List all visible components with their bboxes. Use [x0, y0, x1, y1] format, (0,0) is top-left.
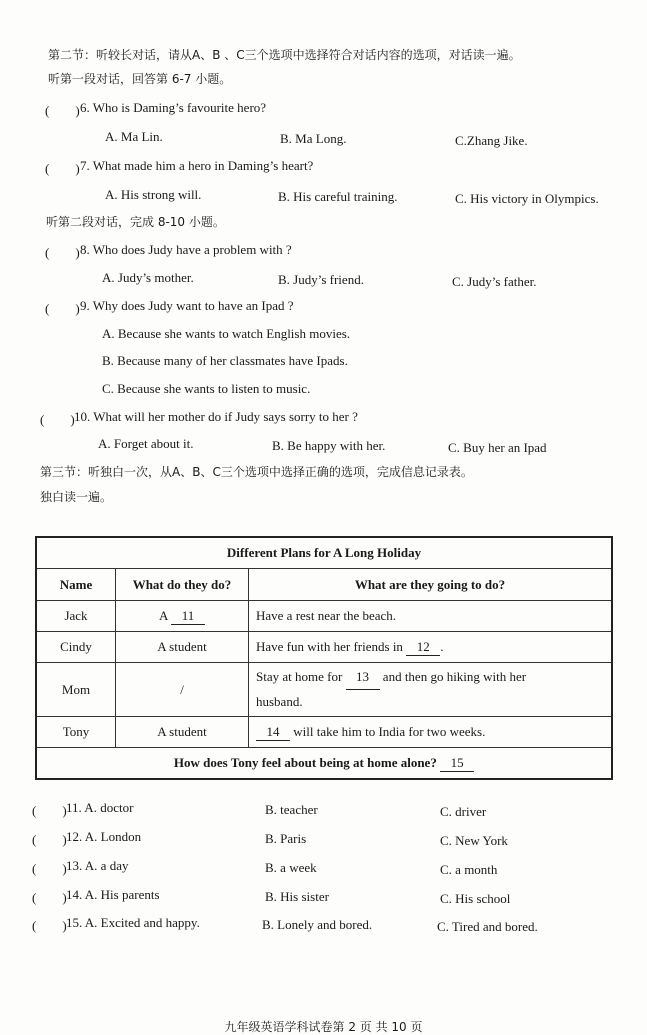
- question-stem: 15. A. Excited and happy.: [66, 915, 200, 930]
- name-cell: Cindy: [36, 632, 116, 663]
- occupation-cell: [116, 601, 249, 632]
- question-stem: 6. Who is Daming’s favourite hero?: [80, 100, 267, 115]
- option-a: A. His strong will.: [105, 187, 202, 202]
- plan-cell: [249, 632, 613, 663]
- plan-cell: [249, 601, 613, 632]
- dialogue1-intro: 听第一段对话，回答第 6-7 小题。: [48, 72, 232, 86]
- header-do: What do they do?: [116, 569, 249, 601]
- footer-question-text: How does Tony feel about being at home alone?: [173, 754, 437, 770]
- option-a: A. Forget about it.: [98, 436, 194, 451]
- answer-bracket[interactable]: ( ): [45, 103, 80, 118]
- dialogue2-intro: 听第二段对话，完成 8-10 小题。: [46, 215, 225, 229]
- option-c: C. Because she wants to listen to music.: [102, 381, 311, 396]
- answer-bracket[interactable]: ( ): [32, 890, 67, 905]
- plan-cell: [249, 717, 613, 748]
- option-b: B. teacher: [265, 802, 318, 817]
- occupation-cell: /: [116, 663, 249, 717]
- option-b: B. Ma Long.: [280, 131, 347, 146]
- name-cell: Tony: [36, 717, 116, 748]
- blank-13[interactable]: 13: [346, 665, 380, 690]
- answer-bracket[interactable]: ( ): [32, 803, 67, 818]
- option-b: B. His careful training.: [278, 189, 398, 204]
- answer-bracket[interactable]: ( ): [45, 245, 80, 260]
- option-b: B. Lonely and bored.: [262, 917, 373, 932]
- option-c: C. Buy her an Ipad: [448, 440, 547, 455]
- section2-instruction: 第二节：听较长对话，请从A、B 、C三个选项中选择符合对话内容的选项，对话读一遍。: [48, 48, 521, 62]
- question-stem: 9. Why does Judy want to have an Ipad ?: [80, 298, 294, 313]
- blank-12[interactable]: 12: [406, 639, 440, 656]
- plan-text: Stay at home for: [256, 669, 343, 684]
- header-plan: What are they going to do?: [249, 569, 613, 601]
- table-row: [36, 632, 612, 663]
- answer-bracket[interactable]: ( ): [32, 861, 67, 876]
- occupation-text: A: [159, 607, 168, 623]
- plans-table: [35, 536, 613, 780]
- option-a: A. Ma Lin.: [105, 129, 163, 144]
- question-stem: 11. A. doctor: [66, 800, 134, 815]
- name-cell: Mom: [36, 663, 116, 717]
- question-stem: 10. What will her mother do if Judy says sorry to her ?: [74, 409, 358, 424]
- section3-instruction: 第三节：听独白一次，从A、B、C三个选项中选择正确的选项，完成信息记录表。: [40, 465, 473, 479]
- question-stem: 7. What made him a hero in Daming’s heart?: [80, 158, 314, 173]
- option-b: B. His sister: [265, 889, 329, 904]
- section3-note: 独白读一遍。: [40, 490, 113, 504]
- question-stem: 8. Who does Judy have a problem with ?: [80, 242, 292, 257]
- option-c: C. His school: [440, 891, 511, 906]
- option-a: A. Because she wants to watch English movies.: [102, 326, 351, 341]
- option-b: B. Paris: [265, 831, 307, 846]
- plan-text-end: .: [440, 638, 444, 654]
- option-b: B. a week: [265, 860, 317, 875]
- occupation-cell: A student: [116, 632, 249, 663]
- blank-11[interactable]: 11: [171, 608, 205, 625]
- option-c: C. a month: [440, 862, 498, 877]
- option-b: B. Judy’s friend.: [278, 272, 364, 287]
- table-row: [36, 717, 612, 748]
- plan-text: Have fun with her friends in: [256, 638, 403, 654]
- name-cell: Jack: [36, 601, 116, 632]
- option-b: B. Because many of her classmates have Ipads.: [102, 353, 348, 368]
- option-c: C. His victory in Olympics.: [455, 191, 599, 206]
- table-footer-question: [36, 748, 612, 780]
- option-c: C. Judy’s father.: [452, 274, 537, 289]
- question-stem: 13. A. a day: [66, 858, 129, 873]
- answer-bracket[interactable]: ( ): [32, 832, 67, 847]
- answer-bracket[interactable]: ( ): [45, 161, 80, 176]
- table-row: [36, 601, 612, 632]
- table-row: [36, 663, 612, 717]
- answer-bracket[interactable]: ( ): [32, 918, 67, 933]
- header-name: Name: [36, 569, 116, 601]
- plan-text-line2: husband.: [256, 694, 303, 709]
- option-c: C. New York: [440, 833, 508, 848]
- option-c: C. Tired and bored.: [437, 919, 538, 934]
- option-a: A. Judy’s mother.: [102, 270, 194, 285]
- answer-bracket[interactable]: ( ): [40, 412, 75, 427]
- blank-14[interactable]: 14: [256, 724, 290, 741]
- occupation-cell: A student: [116, 717, 249, 748]
- option-c: C. driver: [440, 804, 487, 819]
- plan-text-end: and then go hiking with her: [382, 669, 527, 684]
- plan-text: will take him to India for two weeks.: [293, 723, 486, 739]
- question-stem: 12. A. London: [66, 829, 142, 844]
- option-c: C.Zhang Jike.: [455, 133, 528, 148]
- answer-bracket[interactable]: ( ): [45, 301, 80, 316]
- blank-15[interactable]: 15: [440, 755, 474, 772]
- question-stem: 14. A. His parents: [66, 887, 160, 902]
- table-title: Different Plans for A Long Holiday: [36, 537, 612, 569]
- page-footer: 九年级英语学科试卷第 2 页 共 10 页: [224, 1020, 423, 1034]
- option-b: B. Be happy with her.: [272, 438, 386, 453]
- plan-text: Have a rest near the beach.: [256, 608, 397, 623]
- plan-cell: [249, 663, 613, 717]
